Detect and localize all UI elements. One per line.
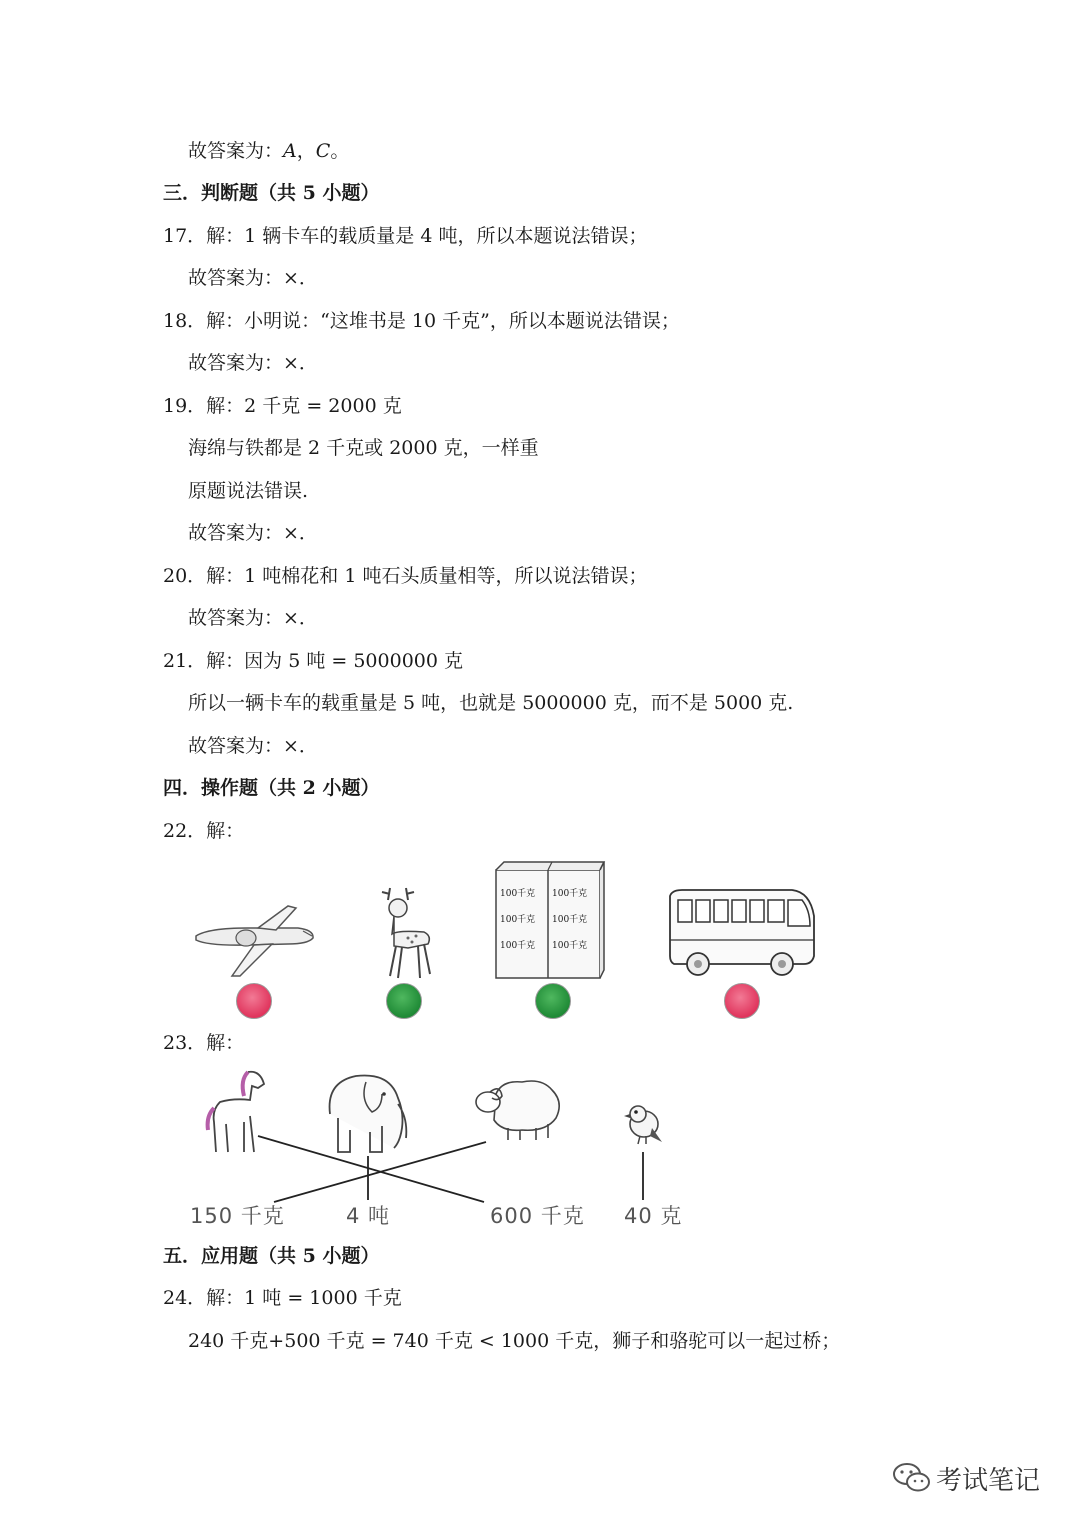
question-20: 20．解：1 吨棉花和 1 吨石头质量相等，所以说法错误； xyxy=(163,565,648,587)
horse-icon xyxy=(204,1066,274,1156)
weight-label-40g: 40 克 xyxy=(624,1204,683,1228)
answer-17: 故答案为：×． xyxy=(188,267,318,289)
question-19-line-3: 原题说法错误. xyxy=(188,480,309,502)
box-label: 100千克 xyxy=(500,915,536,925)
airplane-icon xyxy=(188,898,318,978)
elephant-icon xyxy=(320,1068,412,1158)
question-17: 17．解：1 辆卡车的载质量是 4 吨，所以本题说法错误； xyxy=(163,225,648,247)
box-label: 100千克 xyxy=(500,889,536,899)
red-dot xyxy=(236,983,272,1019)
watermark-text: 考试笔记 xyxy=(936,1466,1041,1496)
box-label: 100千克 xyxy=(552,941,588,951)
green-dot xyxy=(535,983,571,1019)
green-dot xyxy=(386,983,422,1019)
box-label: 100千克 xyxy=(552,915,588,925)
figure-22 xyxy=(188,850,828,1020)
question-23: 23．解： xyxy=(163,1032,245,1054)
question-22: 22．解： xyxy=(163,820,245,842)
answer-19: 故答案为：×． xyxy=(188,522,318,544)
question-21-line-2: 所以一辆卡车的载重量是 5 吨，也就是 5000000 克，而不是 5000 克. xyxy=(188,692,794,714)
deer-icon xyxy=(368,884,438,984)
figure-23 xyxy=(188,1060,688,1235)
weight-label-4t: 4 吨 xyxy=(346,1204,391,1228)
question-18: 18．解：小明说：“这堆书是 10 千克”，所以本题说法错误； xyxy=(163,310,680,332)
question-19: 19．解：2 千克 = 2000 克 xyxy=(163,395,402,417)
question-19-line-2: 海绵与铁都是 2 千克或 2000 克，一样重 xyxy=(188,437,539,459)
weight-label-150kg: 150 千克 xyxy=(190,1204,285,1228)
question-21: 21．解：因为 5 吨 = 5000000 克 xyxy=(163,650,464,672)
box-label: 100千克 xyxy=(500,941,536,951)
answer-line-16: 故答案为：A，C。 xyxy=(188,140,350,162)
bus-icon xyxy=(666,886,816,978)
section-heading-3: 三．判断题（共 5 小题） xyxy=(163,182,380,204)
box-label: 100千克 xyxy=(552,889,588,899)
answer-18: 故答案为：×． xyxy=(188,352,318,374)
section-heading-4: 四．操作题（共 2 小题） xyxy=(163,777,380,799)
section-heading-5: 五．应用题（共 5 小题） xyxy=(163,1245,380,1267)
weight-label-600kg: 600 千克 xyxy=(490,1204,585,1228)
sheep-icon xyxy=(472,1074,564,1144)
red-dot xyxy=(724,983,760,1019)
book-boxes-icon xyxy=(494,860,606,982)
answer-20: 故答案为：×． xyxy=(188,607,318,629)
question-24: 24．解：1 吨 = 1000 千克 xyxy=(163,1287,402,1309)
wechat-icon xyxy=(892,1460,932,1496)
bird-icon xyxy=(622,1098,666,1148)
question-24-line-2: 240 千克+500 千克 = 740 千克 < 1000 千克，狮子和骆驼可以一起过桥； xyxy=(188,1330,841,1352)
answer-21: 故答案为：×． xyxy=(188,735,318,757)
